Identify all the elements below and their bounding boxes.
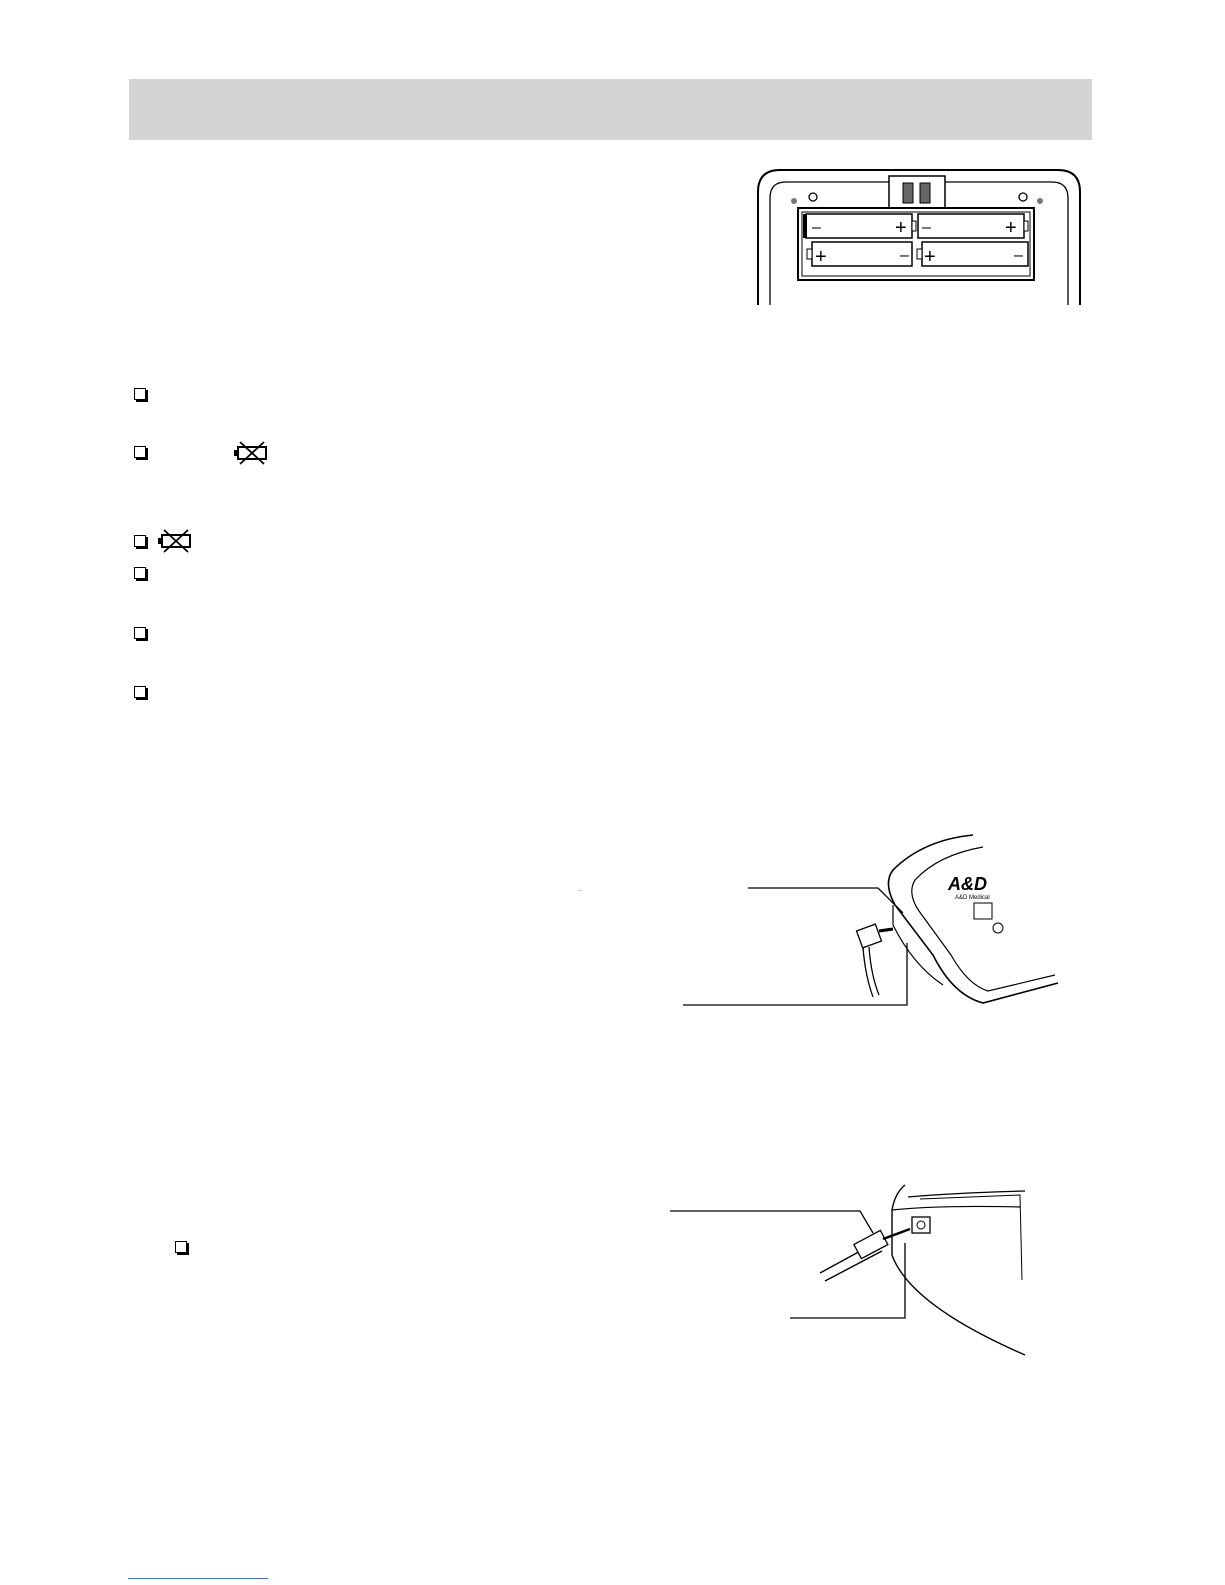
checkbox-icon [134,686,146,698]
footer-rule [128,1578,268,1579]
checkbox-icon [134,446,146,458]
battery-crossed-icon [234,442,270,464]
minus-sign: – [900,247,909,264]
plus-sign: + [924,246,936,268]
minus-sign: – [1014,247,1023,264]
section-header-band [129,79,1092,140]
checkbox-icon [175,1241,187,1253]
brand-logo: A&D [948,874,987,894]
battery-cell-4 [917,242,1028,268]
minus-sign: – [812,219,821,236]
brand-subtitle: A&D Medical [955,895,990,901]
battery-compartment-figure [756,160,1086,305]
plus-sign: + [1005,217,1017,239]
battery-crossed-icon [158,530,194,552]
plus-sign: + [895,217,907,239]
stray-mark [578,890,582,891]
dc-jack-figure [670,1185,1030,1360]
plus-sign: + [815,246,827,268]
minus-sign: – [922,219,931,236]
checkbox-icon [134,627,146,639]
battery-cell-1 [803,214,916,239]
checkbox-icon [134,388,146,400]
checkbox-icon [134,567,146,579]
connector-figure [683,835,1058,1020]
battery-cell-2 [918,214,1028,239]
checkbox-icon [134,535,146,547]
battery-cell-3 [807,242,912,268]
